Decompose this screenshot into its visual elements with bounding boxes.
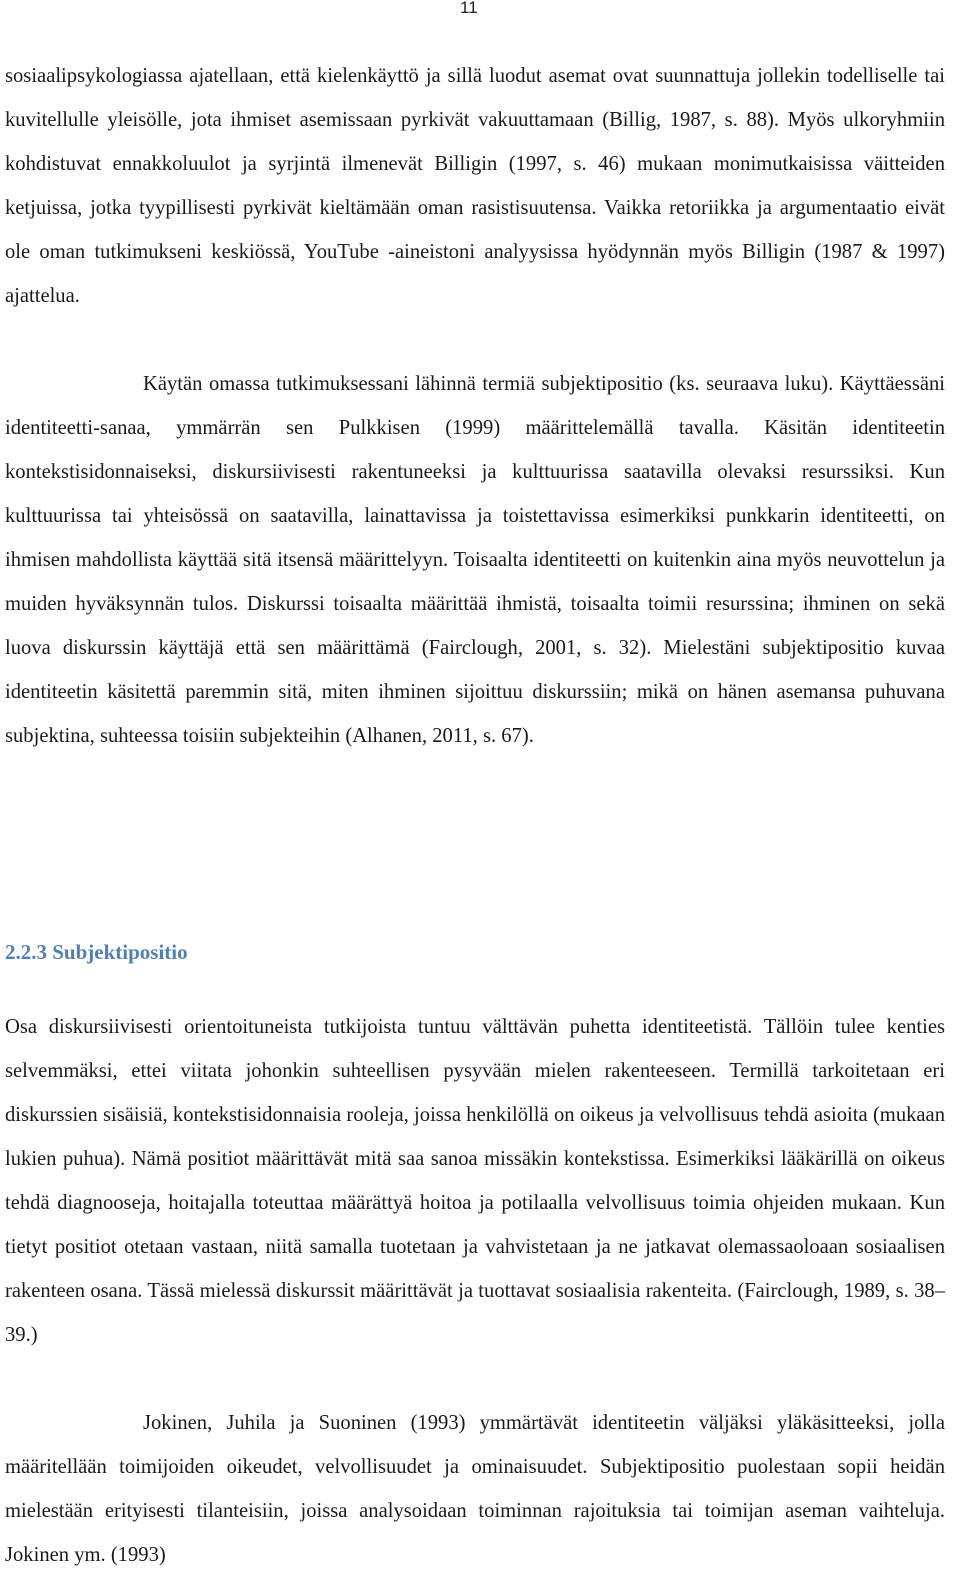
paragraph-subject-position: Osa diskursiivisesti orientoituneista tutkijoista tuntuu välttävän puhetta identiteetistä. Tällöin tulee kenties selvemmäksi, ettei viitata johonkin suhteellisen pysyvään mielen rakenteeseen. Termillä tarkoitetaan eri diskurssien sisäisiä, kontekstisidonnaisia rooleja, joissa henkilöllä on oikeus ja velvollisuus tehdä asioita (mukaan lukien puhua). Nämä positiot määrittävät mitä saa sanoa missäkin kontekstissa. Esimerkiksi lääkärillä on oikeus tehdä diagnooseja, hoitajalla toteuttaa määrättyä hoitoa ja potilaalla velvollisuus toimia ohjeiden mukaan. Kun tietyt positiot otetaan vastaan, niitä samalla tuotetaan ja vahvistetaan ja ne jatkavat olemassaoloaan sosiaalisen rakenteen osana. Tässä mielessä diskurssit määrittävät ja tuottavat sosiaalisia rakenteita. (Fairclough, 1989, s. 38–39.) bbox=[5, 1016, 945, 1346]
paragraph-billig: sosiaalipsykologiassa ajatellaan, että kielenkäyttö ja sillä luodut asemat ovat suunnattuja jollekin todelliselle tai kuvitellulle yleisölle, jota ihmiset asemissaan pyrkivät vakuuttamaan (Billig, 1987, s. 88). Myös ulkoryhmiin kohdistuvat ennakkoluulot ja syrjintä ilmenevät Billigin (1997, s. 46) mukaan monimutkaisissa väitteiden ketjuissa, jotka tyypillisesti pyrkivät kieltämään oman rasistisuutensa. Vaikka retoriikka ja argumentaatio eivät ole oman tutkimukseni keskiössä, YouTube -aineistoni analyysissa hyödynnän myös Billigin (1987 & 1997) ajattelua. bbox=[5, 65, 945, 307]
section-heading: 2.2.3 Subjektipositio bbox=[5, 940, 188, 964]
paragraph-identity: Käytän omassa tutkimuksessani lähinnä termiä subjektipositio (ks. seuraava luku). Käyttäessäni identiteetti-sanaa, ymmärrän sen Pulkkisen (1999) määrittelemällä tavalla. Käsitän identiteetin kontekstisidonnaiseksi, diskursiivisesti rakentuneeksi ja kulttuurissa saatavilla olevaksi resurssiksi. Kun kulttuurissa tai yhteisössä on saatavilla, lainattavissa ja toistettavissa esimerkiksi punkkarin identiteetti, on ihmisen mahdollista käyttää sitä itsensä määrittelyyn. Toisaalta identiteetti on kuitenkin aina myös neuvottelun ja muiden hyväksynnän tulos. Diskurssi toisaalta määrittää ihmistä, toisaalta toimii resurssina; ihminen on sekä luova diskurssin käyttäjä että sen määrittämä (Fairclough, 2001, s. 32). Mielestäni subjektipositio kuvaa identiteetin käsitettä paremmin sitä, miten ihminen sijoittuu diskurssiin; mikä on hänen asemansa puhuvana subjektina, suhteessa toisiin subjekteihin (Alhanen, 2011, s. 67). bbox=[5, 373, 945, 747]
paragraph-jokinen: Jokinen, Juhila ja Suoninen (1993) ymmärtävät identiteetin väljäksi yläkäsitteeksi, jolla määritellään toimijoiden oikeudet, velvollisuudet ja ominaisuudet. Subjektipositio puolestaan sopii heidän mielestään erityisesti tilanteisiin, joissa analysoidaan toiminnan rajoituksia tai toimijan aseman vaihteluja. Jokinen ym. (1993) bbox=[5, 1412, 945, 1566]
page-number: 11 bbox=[460, 0, 478, 17]
